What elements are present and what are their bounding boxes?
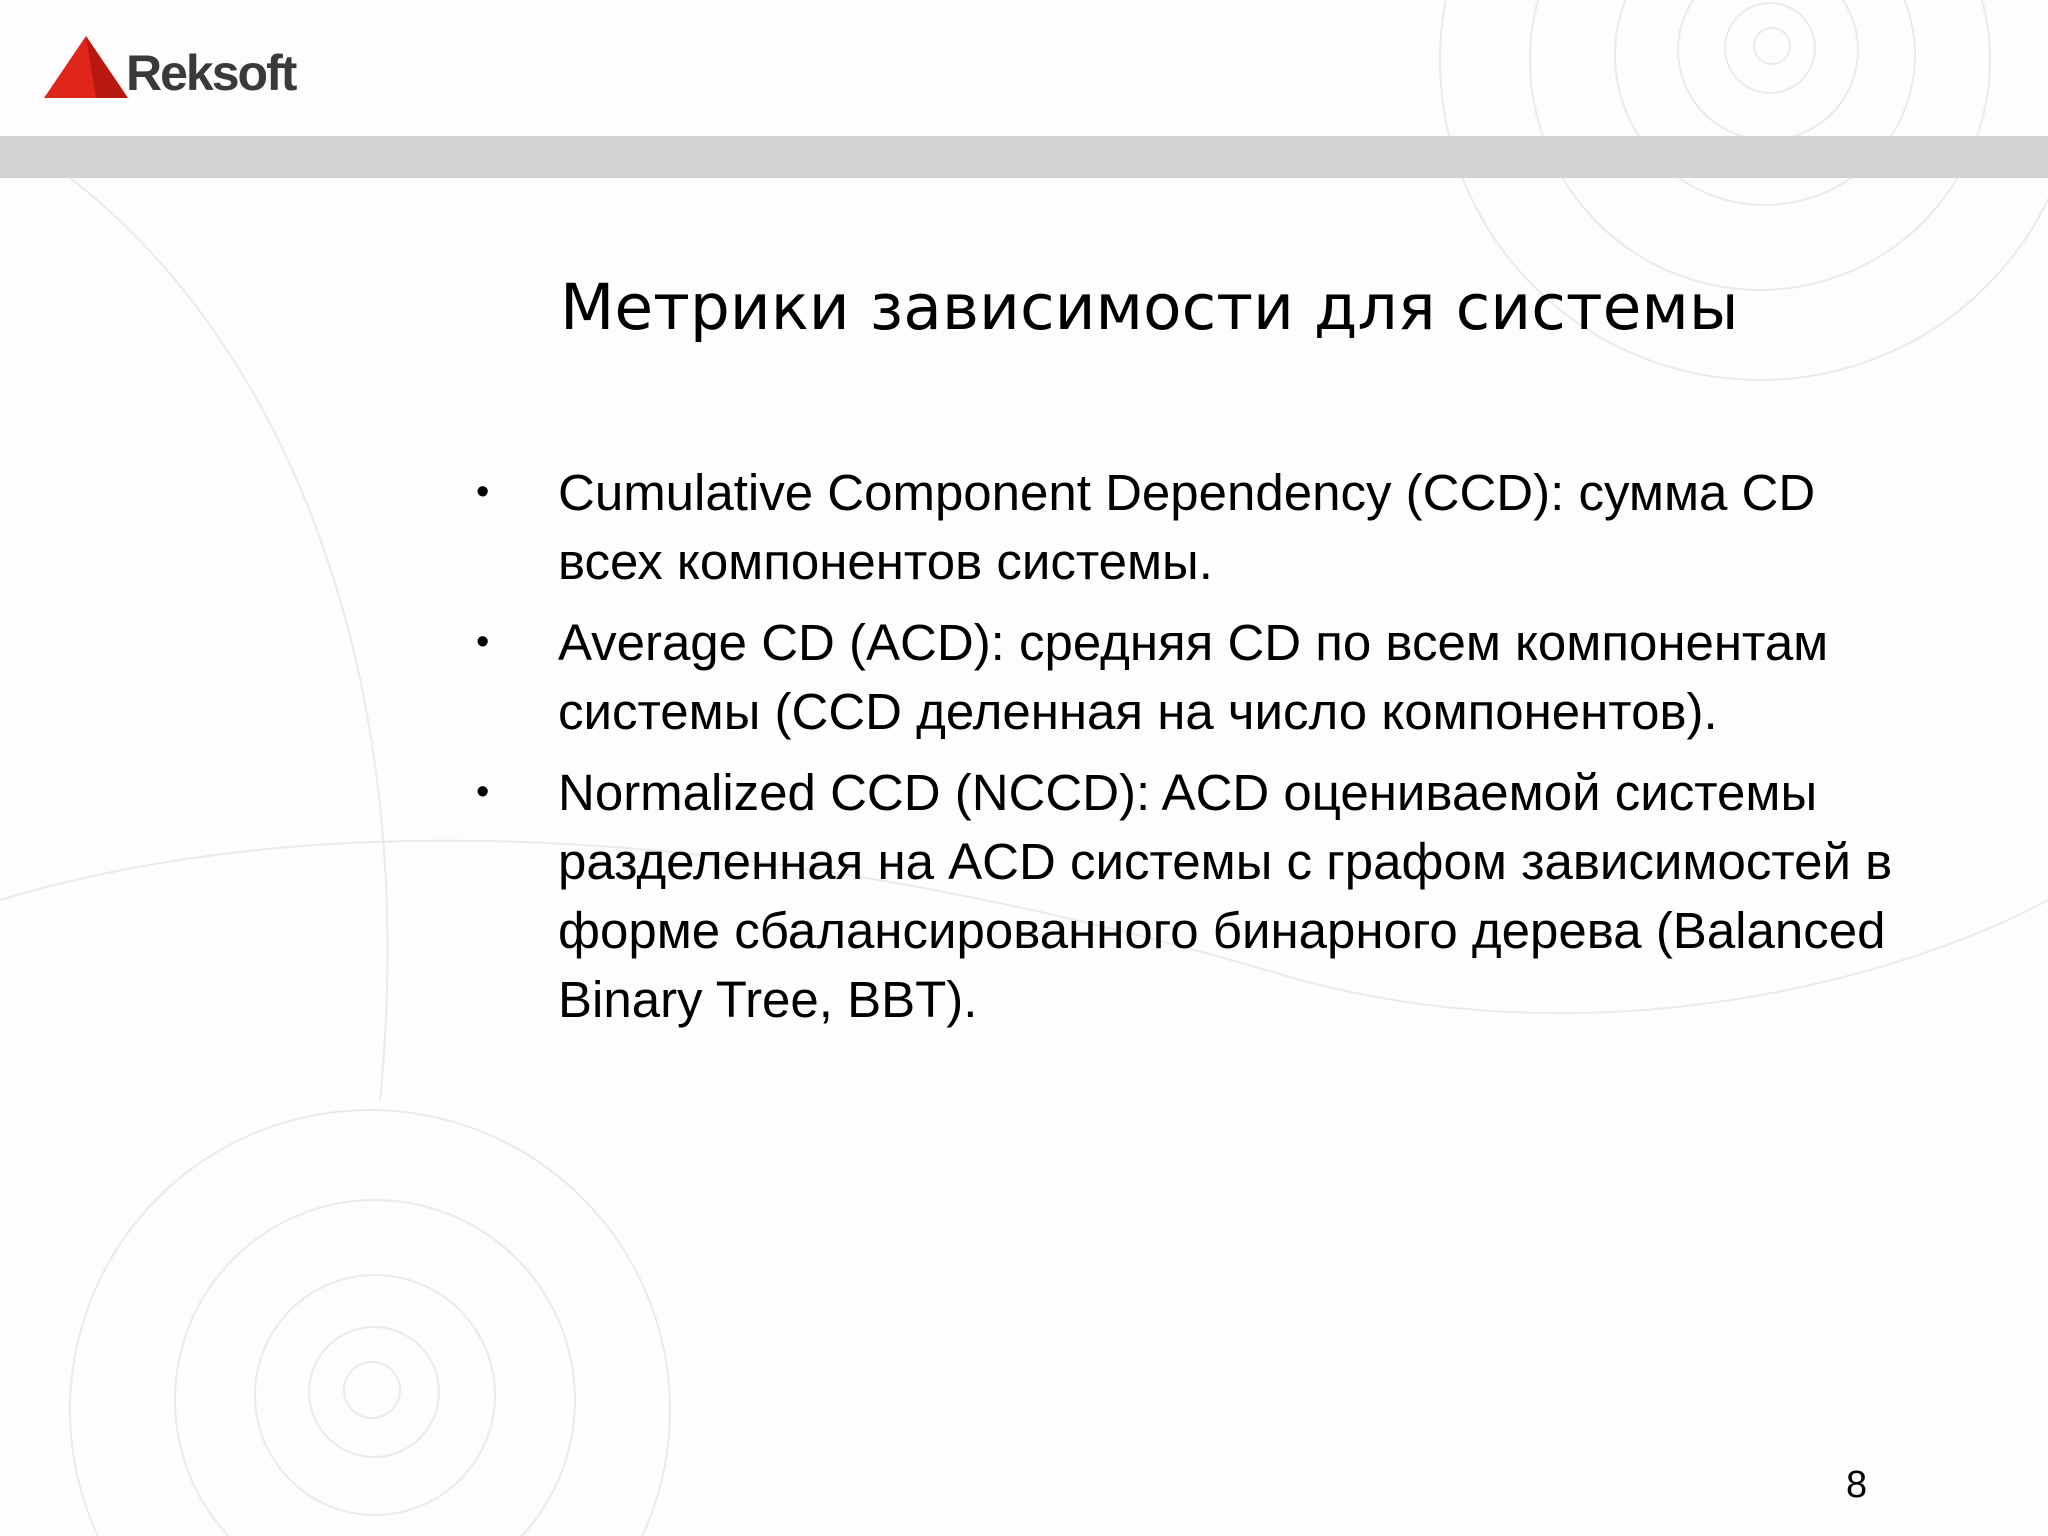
bullet-icon: • <box>476 771 490 813</box>
logo-triangle-icon <box>44 34 128 104</box>
bullet-item-ccd <box>476 458 1896 596</box>
page-number: 8 <box>1846 1464 1868 1506</box>
reksoft-logo <box>44 34 324 104</box>
bullet-list <box>476 458 1896 1046</box>
bullet-item-nccd <box>476 758 1896 1034</box>
slide-title: Метрики зависимости для системы <box>560 271 1739 344</box>
logo-wordmark: Reksoft <box>126 45 296 101</box>
bullet-text: Average CD (ACD): средняя CD по всем компонентам системы (CCD деленная на число компонентов). <box>558 614 1829 740</box>
bullet-icon: • <box>476 621 490 663</box>
bullet-icon: • <box>476 471 490 513</box>
header-divider-bar <box>0 136 2048 178</box>
bullet-text: Normalized CCD (NCCD): ACD оцениваемой системы разделенная на ACD системы с графом зависимостей в форме сбалансированного бинарного дерева (Balanced Binary Tree, BBT). <box>558 764 1893 1028</box>
bullet-item-acd <box>476 608 1896 746</box>
bullet-text: Cumulative Component Dependency (CCD): сумма CD всех компонентов системы. <box>558 464 1816 590</box>
